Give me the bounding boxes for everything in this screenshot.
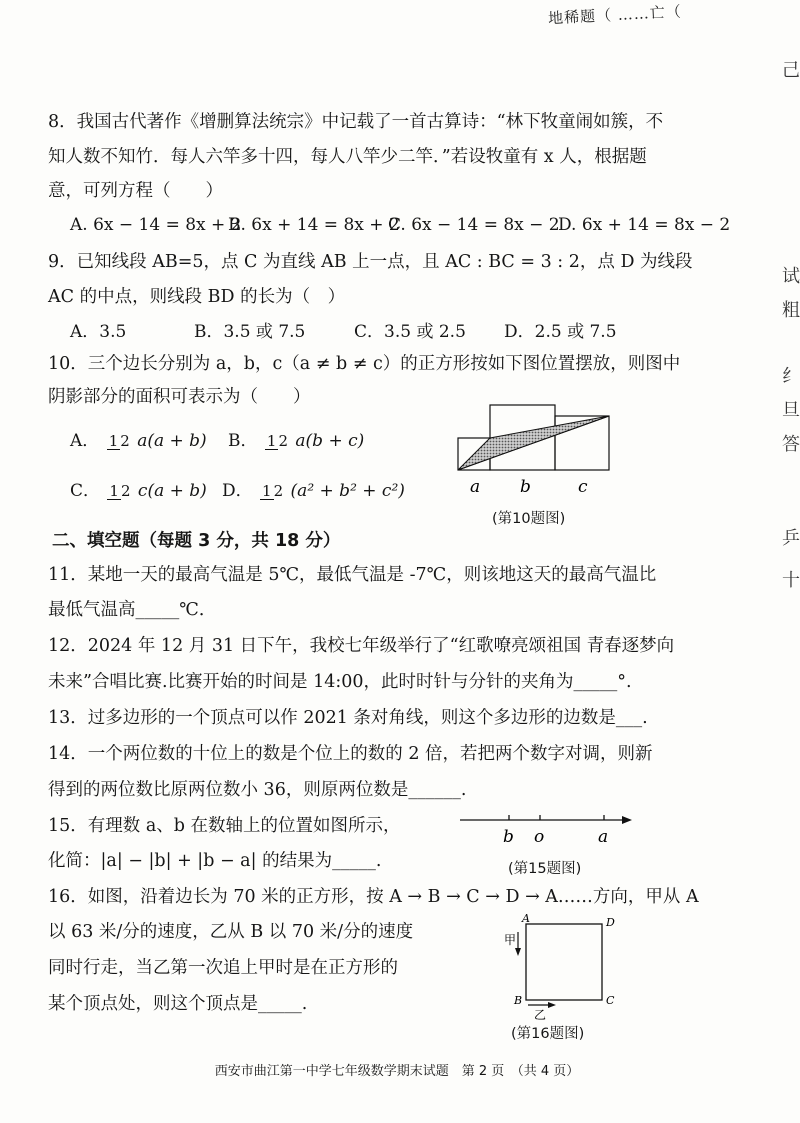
edge-mark: 粗	[782, 300, 800, 321]
vertex-d: D	[606, 916, 615, 929]
axis-arrow	[622, 816, 632, 824]
square-path	[526, 924, 602, 1000]
walker-yi: 乙	[534, 1008, 547, 1022]
q10-option-a: A． 1 2 a(a + b)	[70, 431, 207, 451]
q10-figure	[450, 398, 620, 500]
tick-label-o: o	[534, 827, 545, 847]
q9-option-d: D．2.5 或 7.5	[504, 322, 617, 342]
arrow-down	[515, 948, 521, 956]
edge-mark: 十	[782, 570, 800, 591]
q10-option-d: D． 1 2 (a² + b² + c²)	[222, 481, 405, 501]
q12-line2: 未来”合唱比赛.比赛开始的时间是 14:00，此时时针与分针的夹角为_____°.	[48, 672, 632, 692]
vertex-a: A	[522, 912, 530, 925]
edge-mark: 试	[782, 266, 800, 287]
arrow-right	[548, 1002, 556, 1008]
vertex-b: B	[514, 994, 523, 1007]
tick-label-b: b	[503, 827, 514, 847]
q16-line4: 某个顶点处，则这个顶点是_____.	[48, 994, 308, 1014]
q15-number-line	[456, 806, 636, 848]
walker-jia: 甲	[504, 933, 517, 947]
label-a: a	[470, 477, 481, 497]
q14-line1: 14．一个两位数的十位上的数是个位上的数的 2 倍，若把两个数字对调，则新	[48, 744, 653, 764]
fraction: 1 2	[266, 432, 288, 450]
q14-line2: 得到的两位数比原两位数小 36，则原两位数是______.	[48, 780, 467, 800]
q11-line1: 11．某地一天的最高气温是 5℃，最低气温是 -7℃，则该地这天的最高气温比	[48, 565, 657, 585]
q8-options	[70, 215, 730, 235]
label-c: c	[578, 477, 588, 497]
q8-line3: 意，可列方程（ ）	[48, 181, 223, 201]
q9-options	[70, 317, 617, 342]
q8-line1: 8．我国古代著作《增删算法统宗》中记载了一首古算诗：“林下牧童闹如簇，不	[48, 112, 664, 132]
q8-option-b: B. 6x + 14 = 8x + 2	[228, 215, 400, 235]
q10-line2: 阴影部分的面积可表示为（ ）	[48, 387, 311, 407]
vertex-c: C	[606, 994, 615, 1007]
section-title: 二、填空题（每题 3 分，共 18 分）	[52, 531, 341, 551]
fraction: 1 2	[108, 432, 130, 450]
q10-option-c: C． 1 2 c(a + b)	[70, 481, 207, 501]
q8-option-d: D. 6x + 14 = 8x − 2	[558, 215, 731, 235]
q9-line1: 9．已知线段 AB=5，点 C 为直线 AB 上一点，且 AC : BC = 3 : 2，点 D 为线段	[48, 252, 693, 272]
header-scrap: 地稀题（ ……亡（	[547, 2, 683, 28]
q16-line3: 同时行走，当乙第一次追上甲时是在正方形的	[48, 958, 398, 978]
label-b: b	[520, 477, 531, 497]
q15-line2: 化简：|a| − |b| + |b − a| 的结果为_____.	[48, 851, 382, 871]
edge-mark: 己	[782, 60, 800, 81]
q9-option-c: C．3.5 或 2.5	[354, 322, 466, 342]
q16-line2: 以 63 米/分的速度，乙从 B 以 70 米/分的速度	[48, 922, 414, 942]
q8-option-c: C. 6x − 14 = 8x − 2	[388, 215, 560, 235]
q16-caption: (第16题图)	[511, 1026, 585, 1042]
edge-mark: 纟	[782, 366, 800, 387]
q9-line2: AC 的中点，则线段 BD 的长为（ ）	[48, 287, 346, 307]
q11-line2: 最低气温高_____℃．	[48, 600, 217, 620]
page-footer: 西安市曲江第一中学七年级数学期末试题 第 2 页 （共 4 页）	[214, 1064, 580, 1079]
fraction: 1 2	[262, 482, 284, 500]
q16-figure	[498, 912, 628, 1022]
q8-line2: 知人数不知竹．每人六竿多十四，每人八竿少二竿．”若设牧童有 x 人，根据题	[48, 147, 647, 167]
q10-option-b: B． 1 2 a(b + c)	[228, 431, 365, 451]
q8-option-a: A. 6x − 14 = 8x + 2	[70, 215, 242, 235]
edge-mark: 答	[782, 434, 800, 455]
q16-line1: 16．如图，沿着边长为 70 米的正方形，按 A → B → C → D → A……方向，甲从 A	[48, 887, 699, 907]
q10-caption: (第10题图)	[492, 511, 566, 527]
fraction: 1 2	[109, 482, 131, 500]
q9-option-b: B．3.5 或 7.5	[194, 322, 306, 342]
q15-line1: 15．有理数 a、b 在数轴上的位置如图所示，	[48, 816, 401, 836]
q9-option-a: A．3.5	[70, 322, 127, 342]
edge-mark: 乒	[782, 528, 800, 549]
edge-mark: 旦	[782, 400, 800, 421]
tick-label-a: a	[598, 827, 609, 847]
q13-line1: 13．过多边形的一个顶点可以作 2021 条对角线，则这个多边形的边数是___.	[48, 708, 648, 728]
q10-line1: 10．三个边长分别为 a，b，c（a ≠ b ≠ c）的正方形按如下图位置摆放，则图中	[48, 354, 681, 374]
q12-line1: 12．2024 年 12 月 31 日下午，我校七年级举行了“红歌嘹亮颂祖国 青春逐梦向	[48, 636, 675, 656]
q15-caption: (第15题图)	[508, 861, 582, 877]
